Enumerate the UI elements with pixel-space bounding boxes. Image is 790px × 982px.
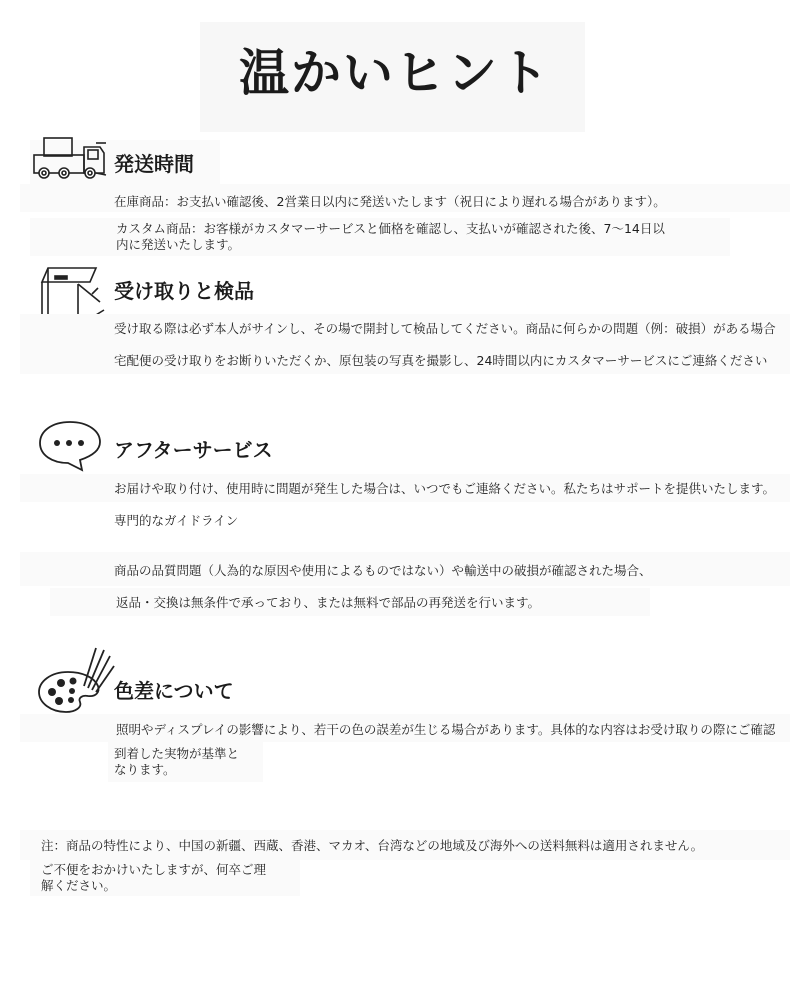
shipping-line-2: カスタム商品：お客様がカスタマーサービスと価格を確認し、支払いが確認された後、7〜14日以 内に発送いたします。	[116, 221, 665, 252]
note-line-1: 注：商品の特性により、中国の新疆、西蔵、香港、マカオ、台湾などの地域及び海外への送料無料は適用されません。	[41, 838, 704, 853]
truck-icon	[30, 135, 110, 187]
section-heading-shipping: 発送時間	[114, 152, 194, 176]
after-service-line-3: 商品の品質問題（人為的な原因や使用によるものではない）や輸送中の破損が確認された場合、	[114, 563, 652, 578]
section-heading-after-service: アフターサービス	[114, 438, 273, 462]
chat-bubble-icon	[36, 418, 106, 476]
after-service-line-2: 専門的なガイドライン	[114, 513, 239, 528]
section-heading-color: 色差について	[114, 679, 234, 703]
color-line-1: 照明やディスプレイの影響により、若干の色の誤差が生じる場合があります。具体的な内容はお受け取りの際にご確認	[116, 722, 776, 737]
receipt-line-1: 受け取る際は必ず本人がサインし、その場で開封して検品してください。商品に何らかの問題（例：破損）がある場合	[114, 321, 776, 336]
shipping-line-1: 在庫商品：お支払い確認後、2営業日以内に発送いたします（祝日により遅れる場合があります）。	[114, 194, 666, 209]
color-line-2: 到着した実物が基準と なります。	[114, 746, 240, 777]
receipt-line-2: 宅配便の受け取りをお断りいただくか、原包装の写真を撮影し、24時間以内にカスタマーサービスにご連絡ください	[114, 353, 768, 368]
page-title: 温かいヒント	[239, 44, 551, 102]
section-heading-receipt: 受け取りと検品	[114, 279, 254, 303]
paint-palette-icon	[36, 644, 116, 720]
after-service-line-4: 返品・交換は無条件で承っており、または無料で部品の再発送を行います。	[116, 595, 541, 610]
after-service-line-1: お届けや取り付け、使用時に問題が発生した場合は、いつでもご連絡ください。私たちはサポートを提供いたします。	[114, 481, 776, 496]
note-line-2: ご不便をおかけいたしますが、何卒ご理 解ください。	[41, 862, 267, 893]
